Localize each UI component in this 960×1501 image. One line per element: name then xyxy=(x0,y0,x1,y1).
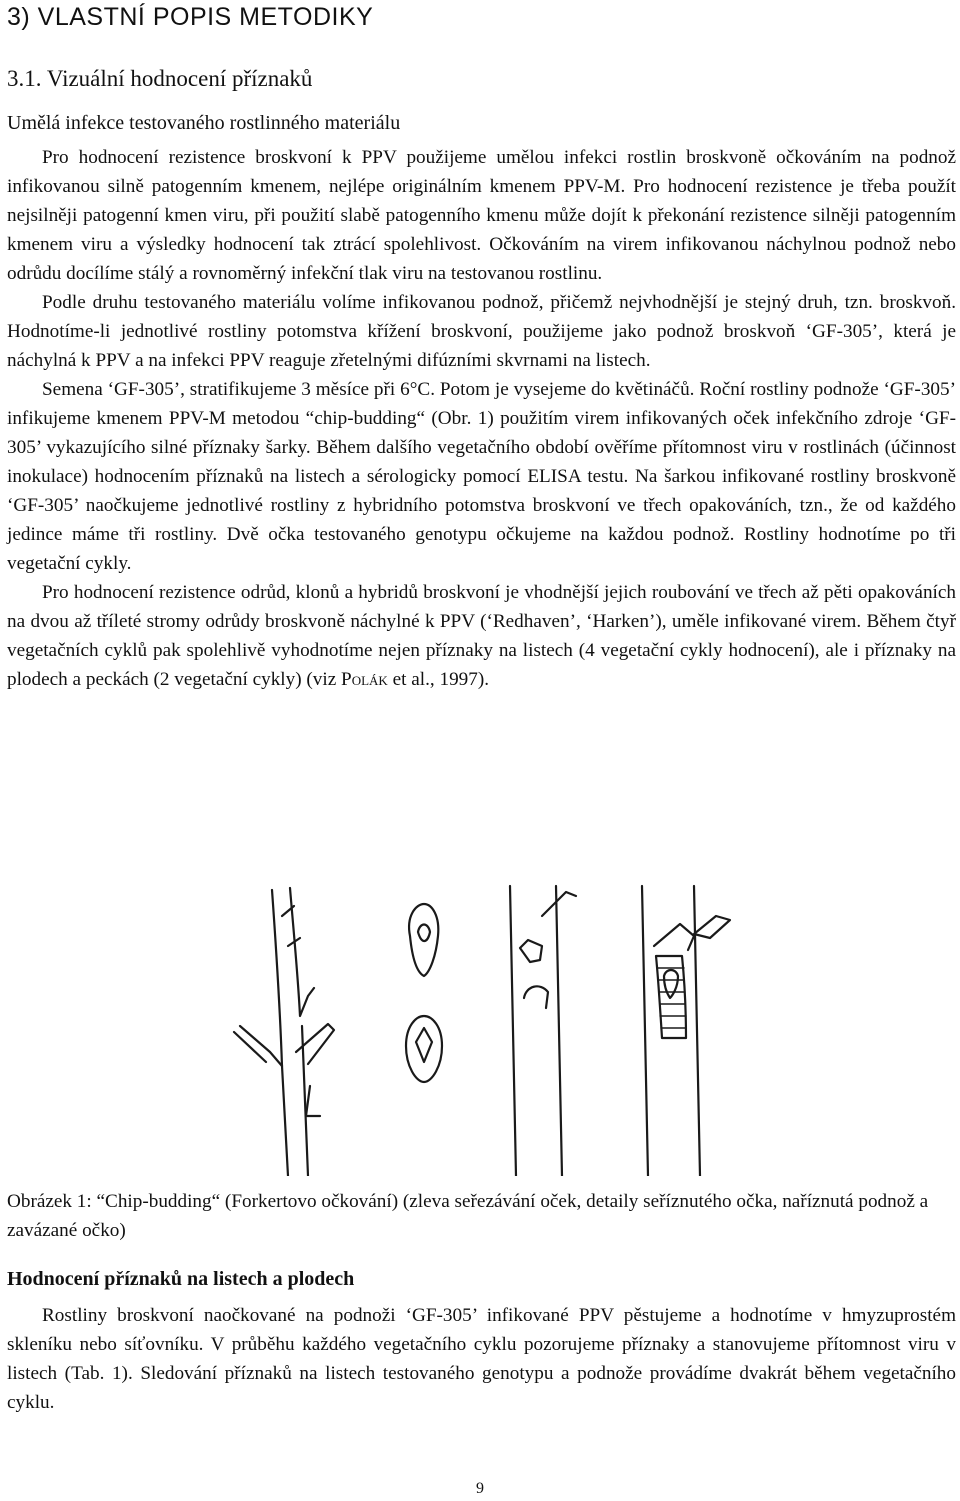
paragraph-1: Pro hodnocení rezistence broskvoní k PPV použijeme umělou infekci rostlin broskvoně očkováním na podnož infikovanou silně patogenním kmenem, nejlépe originálním kmenem PPV-M. Pro hodnocení rezistence je třeba použít nejsilněji patogenní kmen viru, při použití slabě patogenního kmenu může dojít k překonání rezistence silněji patogenním kmenem viru a výsledky hodnocení tak ztrácí spolehlivost. Očkováním na virem infikovanou náchylnou podnož nebo odrůdu docílíme stálý a rovnoměrný infekční tlak viru na testovanou rostlinu. xyxy=(7,147,956,284)
cut-rootstock-drawing xyxy=(510,886,576,1176)
tied-bud-drawing xyxy=(642,886,730,1176)
paragraph-5: Rostliny broskvoní naočkované na podnoži ‘GF-305’ infikované PPV pěstujeme a hodnotíme v hmyzuprostém skleníku nebo síťovníku. V průběhu každého vegetačního cyklu pozorujeme příznaky a stanovujeme přítomnost viru v listech (Tab. 1). Sledování příznaků na listech testovaného genotypu a podnože provádíme dvakrát během vegetačního cyklu. xyxy=(7,1305,956,1413)
paragraph-4-text: Pro hodnocení rezistence odrůd, klonů a hybridů broskvoní je vhodnější jejich roubování ve třech až pěti opakováních na dvou až tříleté stromy odrůdy broskvoně náchylné k PPV (‘Redhaven’, ‘Harken’), uměle infikované virem. Během čtyř vegetačních cyklů pak spolehlivě vyhodnotíme nejen příznaky na listech (4 vegetační cykly hodnocení), ale i příznaky na plodech a peckách (2 vegetační cykly) (viz xyxy=(7,582,956,690)
paragraph-2: Podle druhu testovaného materiálu volíme infikovanou podnož, přičemž nejvhodnější je stejný druh, tzn. broskvoň. Hodnotíme-li jednotlivé rostliny potomstva křížení broskvoní, použijeme jako podnož broskvoň ‘GF-305’, která je náchylná k PPV a na infekci PPV reaguje zřetelnými difúzními skvrnami na listech. xyxy=(7,292,956,371)
paragraph-3: Semena ‘GF-305’, stratifikujeme 3 měsíce při 6°C. Potom je vysejeme do květináčů. Roční rostliny podnože ‘GF-305’ infikujeme kmenem PPV-M metodou “chip-budding“ (Obr. 1) použitím virem infikovaných oček infekčního zdroje ‘GF-305’ vykazujícího silné příznaky šarky. Během dalšího vegetačního období ověříme přítomnost viru v rostlinách (účinnost inokulace) hodnocením příznaků na listech a sérologicky pomocí ELISA testu. Na šarkou infikované rostliny broskvoně ‘GF-305’ naočkujeme jednotlivé rostliny z hybridního potomstva broskvoní ve třech opakováních, tzn., že od každého jedince máme tři rostliny. Dvě očka testovaného genotypu očkujeme na každou podnož. Rostliny hodnotíme po tři vegetační cykly. xyxy=(7,379,956,574)
chip-budding-figure xyxy=(210,876,750,1176)
paragraph-4 xyxy=(7,578,956,694)
subsection-heading: 3.1. Vizuální hodnocení příznaků xyxy=(7,66,313,91)
paragraph-4-author: Polák xyxy=(341,669,388,690)
figure-caption: Obrázek 1: “Chip-budding“ (Forkertovo očkování) (zleva seřezávání oček, detaily seříznutého očka, naříznutá podnož a zavázané očko) xyxy=(7,1191,929,1241)
page-number: 9 xyxy=(476,1480,484,1497)
symptoms-heading: Hodnocení příznaků na listech a plodech xyxy=(7,1268,355,1290)
branch-cutting-drawing xyxy=(234,888,334,1176)
bud-detail-drawing xyxy=(406,904,442,1082)
paragraph-4-end: et al., 1997). xyxy=(387,669,490,690)
symptoms-paragraphs xyxy=(7,1301,956,1417)
infection-heading: Umělá infekce testovaného rostlinného materiálu xyxy=(7,112,401,134)
section-heading: 3) VLASTNÍ POPIS METODIKY xyxy=(7,3,374,31)
body-paragraphs xyxy=(7,143,956,694)
